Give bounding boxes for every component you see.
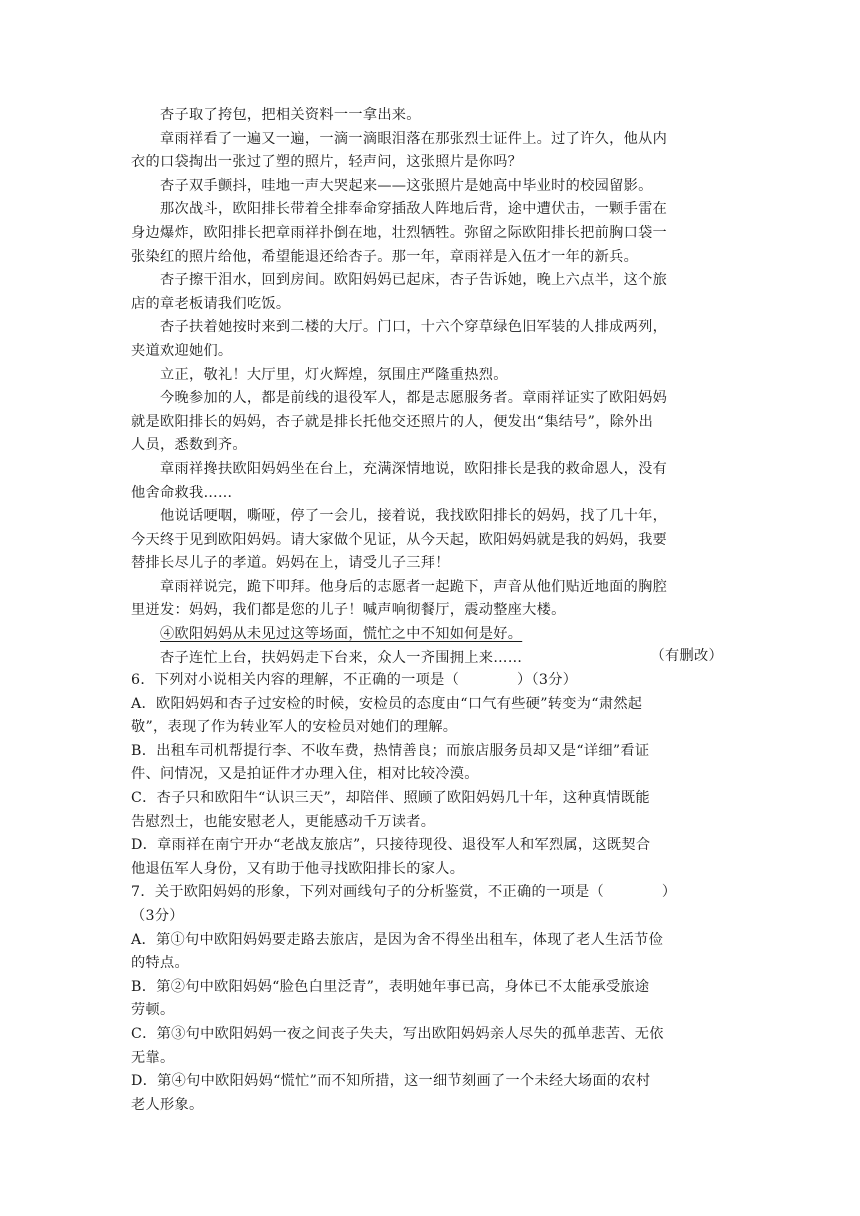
- story-line: 立正，敬礼！大厅里，灯火辉煌，氛围庄严隆重热烈。: [160, 366, 508, 383]
- question-line: B．第②句中欧阳妈妈“脸色白里泛青”，表明她年事已高，身体已不太能承受旅途: [131, 978, 650, 995]
- question-line: 老人形象。: [131, 1096, 204, 1113]
- story-line: 他说话哽咽，嘶哑，停了一会儿，接着说，我找欧阳排长的妈妈，找了几十年，: [160, 508, 668, 525]
- source-note-row: [131, 645, 731, 669]
- question-line: 件、问情况，又是拍证件才办理入住，相对比较冷漠。: [131, 766, 479, 783]
- question-line: C．杏子只和欧阳牛“认识三天”，却陪伴、照顾了欧阳妈妈几十年，这种真情既能: [131, 789, 650, 806]
- question-line: D．第④句中欧阳妈妈“慌忙”而不知所措，这一细节刻画了一个未经大场面的农村: [131, 1073, 651, 1090]
- story-line: 杏子双手颤抖，哇地一声大哭起来——这张照片是她高中毕业时的校园留影。: [160, 177, 653, 194]
- underlined-sentence-4: [131, 623, 731, 647]
- story-line: 店的章老板请我们吃饭。: [131, 295, 291, 312]
- story-line: 衣的口袋掏出一张过了塑的照片，轻声问，这张照片是你吗？: [131, 154, 523, 171]
- question-line: D．章雨祥在南宁开办“老战友旅店”，只接待现役、退役军人和军烈属，这既契合: [131, 837, 651, 854]
- story-line: 里迸发：妈妈，我们都是您的儿子！喊声响彻餐厅，震动整座大楼。: [131, 602, 566, 619]
- story-line: 人员，悉数到齐。: [131, 437, 247, 454]
- question-line: 7．关于欧阳妈妈的形象，下列对画线句子的分析鉴赏，不正确的一项是（ ）: [131, 884, 677, 901]
- story-line: 今晚参加的人，都是前线的退役军人，都是志愿服务者。章雨祥证实了欧阳妈妈: [160, 390, 668, 407]
- question-line: C．第③句中欧阳妈妈一夜之间丧子失夫，写出欧阳妈妈亲人尽失的孤单悲苦、无依: [131, 1025, 664, 1042]
- story-line: 夹道欢迎她们。: [131, 342, 233, 359]
- story-line: 替排长尽儿子的孝道。妈妈在上，请受儿子三拜！: [131, 555, 450, 572]
- question-line: 他退伍军人身份，又有助于他寻找欧阳排长的家人。: [131, 860, 465, 877]
- questions-section: [131, 669, 731, 1117]
- story-line: 杏子取了挎包，把相关资料一一拿出来。: [160, 107, 421, 123]
- story-line: 章雨祥搀扶欧阳妈妈坐在台上，充满深情地说，欧阳排长是我的救命恩人，没有: [160, 460, 668, 477]
- story-line: 那次战斗，欧阳排长带着全排奉命穿插敌人阵地后背，途中遭伏击，一颗手雷在: [160, 201, 668, 218]
- question-line: B．出租车司机帮提行李、不收车费，热情善良；而旅店服务员却又是“详细”看证: [131, 742, 650, 759]
- question-line: 告慰烈士，也能安慰老人，更能感动千万读者。: [131, 813, 436, 830]
- question-line: 劳顿。: [131, 1002, 175, 1019]
- question-line: A．第①句中欧阳妈妈要走路去旅店，是因为舍不得坐出租车，体现了老人生活节俭: [131, 931, 664, 948]
- story-line: 身边爆炸，欧阳排长把章雨祥扑倒在地，壮烈牺牲。弥留之际欧阳排长把前胸口袋一: [131, 224, 668, 241]
- story-line: 章雨祥看了一遍又一遍，一滴一滴眼泪落在那张烈士证件上。过了许久，他从内: [160, 130, 668, 147]
- question-line: 6．下列对小说相关内容的理解，不正确的一项是（ ）（3分）: [131, 672, 578, 688]
- question-line: （3分）: [131, 907, 184, 924]
- question-line: 无靠。: [131, 1049, 175, 1066]
- story-line: 杏子擦干泪水，回到房间。欧阳妈妈已起床，杏子告诉她，晚上六点半，这个旅: [160, 272, 668, 289]
- question-line: 敬”，表现了作为转业军人的安检员对她们的理解。: [131, 719, 458, 736]
- story-line: 杏子连忙上台，扶妈妈走下台来，众人一齐围拥上来……: [160, 649, 523, 666]
- source-note: （有删改）: [650, 648, 723, 664]
- story-line: 就是欧阳排长的妈妈，杏子就是排长托他交还照片的人，便发出“集结号”，除外出: [131, 413, 654, 430]
- story-line: 今天终于见到欧阳妈妈。请大家做个见证，从今天起，欧阳妈妈就是我的妈妈，我要: [131, 531, 668, 548]
- story-line: 他舍命救我……: [131, 484, 233, 501]
- story-line: 张染红的照片给他，希望能退还给杏子。那一年，章雨祥是入伍才一年的新兵。: [131, 248, 639, 265]
- story-excerpt: [131, 104, 731, 670]
- story-line: 杏子扶着她按时来到二楼的大厅。门口，十六个穿草绿色旧军装的人排成两列，: [160, 319, 668, 336]
- question-line: A．欧阳妈妈和杏子过安检的时候，安检员的态度由“口气有些硬”转变为“肃然起: [131, 695, 643, 712]
- story-line: 章雨祥说完，跪下叩拜。他身后的志愿者一起跪下，声音从他们贴近地面的胸腔: [160, 578, 668, 595]
- underlined-text: ④欧阳妈妈从未见过这等场面，慌忙之中不知如何是好。: [160, 626, 523, 643]
- question-line: 的特点。: [131, 955, 189, 972]
